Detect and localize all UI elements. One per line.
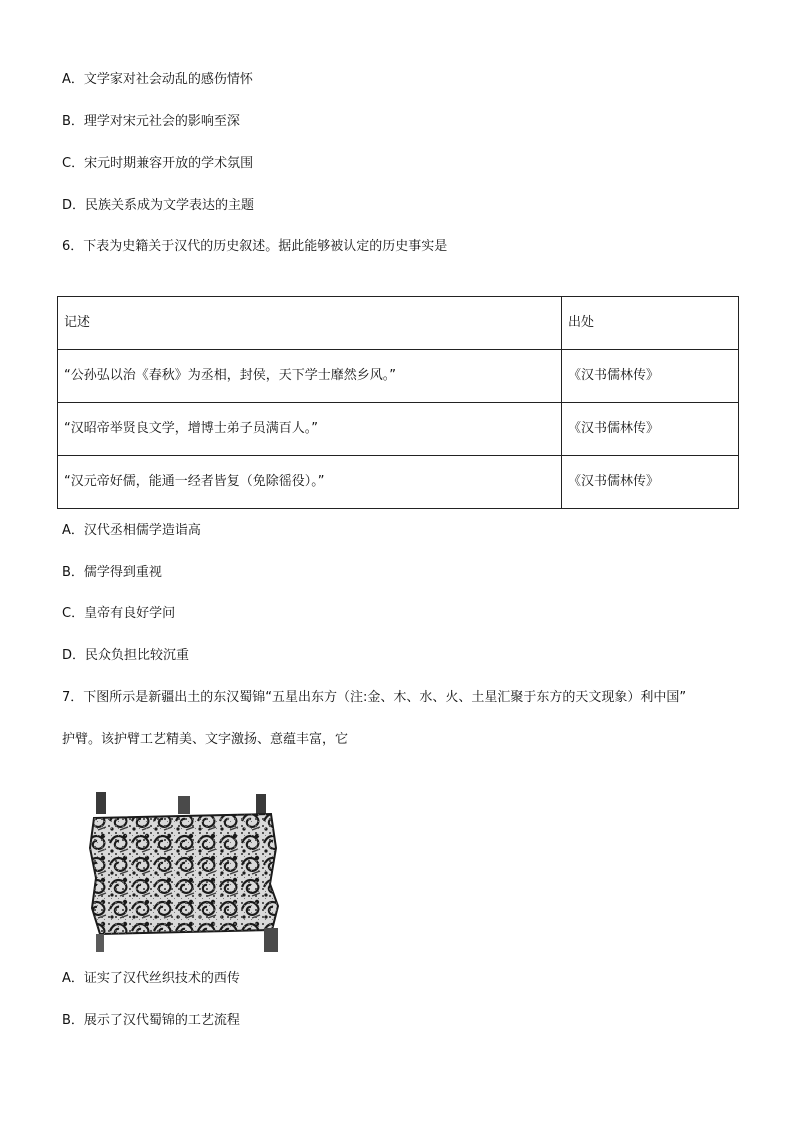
table-cell-source: 《汉书儒林传》 xyxy=(562,403,739,456)
table-cell-record: “汉元帝好儒，能通一经者皆复（免除徭役）。” xyxy=(58,456,562,509)
q6-option-a: A．汉代丞相儒学造诣高 xyxy=(62,523,201,538)
table-header-row xyxy=(58,297,739,350)
table-header-cell: 记述 xyxy=(58,297,562,350)
q5-option-c: C．宋元时期兼容开放的学术氛围 xyxy=(62,156,254,171)
q7-question-line1: 7．下图所示是新疆出土的东汉蜀锦“五星出东方（注:金、木、水、火、土星汇聚于东方的天文现象）利中国” xyxy=(62,690,687,705)
q6-option-b: B．儒学得到重视 xyxy=(62,565,162,580)
history-table xyxy=(57,296,739,509)
table-header-cell: 出处 xyxy=(562,297,739,350)
q5-option-d: D．民族关系成为文学表达的主题 xyxy=(62,198,255,213)
q6-option-c: C．皇帝有良好学问 xyxy=(62,606,176,621)
q5-option-a: A．文学家对社会动乱的感伤情怀 xyxy=(62,72,253,87)
table-cell-record: “汉昭帝举贤良文学，增博士弟子员满百人。” xyxy=(58,403,562,456)
q7-option-a: A．证实了汉代丝织技术的西传 xyxy=(62,971,240,986)
table-cell-record: “公孙弘以治《春秋》为丞相，封侯，天下学士靡然乡风。” xyxy=(58,350,562,403)
q6-option-d: D．民众负担比较沉重 xyxy=(62,648,190,663)
q5-option-b: B．理学对宋元社会的影响至深 xyxy=(62,114,240,129)
brocade-armband-image xyxy=(86,788,286,956)
table-cell-source: 《汉书儒林传》 xyxy=(562,456,739,509)
table-row xyxy=(58,403,739,456)
table-row xyxy=(58,350,739,403)
q7-option-b: B．展示了汉代蜀锦的工艺流程 xyxy=(62,1013,240,1028)
q6-question: 6．下表为史籍关于汉代的历史叙述。据此能够被认定的历史事实是 xyxy=(62,239,448,254)
table-row xyxy=(58,456,739,509)
table-cell-source: 《汉书儒林传》 xyxy=(562,350,739,403)
q7-question-line2: 护臂。该护臂工艺精美、文字激扬、意蕴丰富，它 xyxy=(62,732,349,747)
